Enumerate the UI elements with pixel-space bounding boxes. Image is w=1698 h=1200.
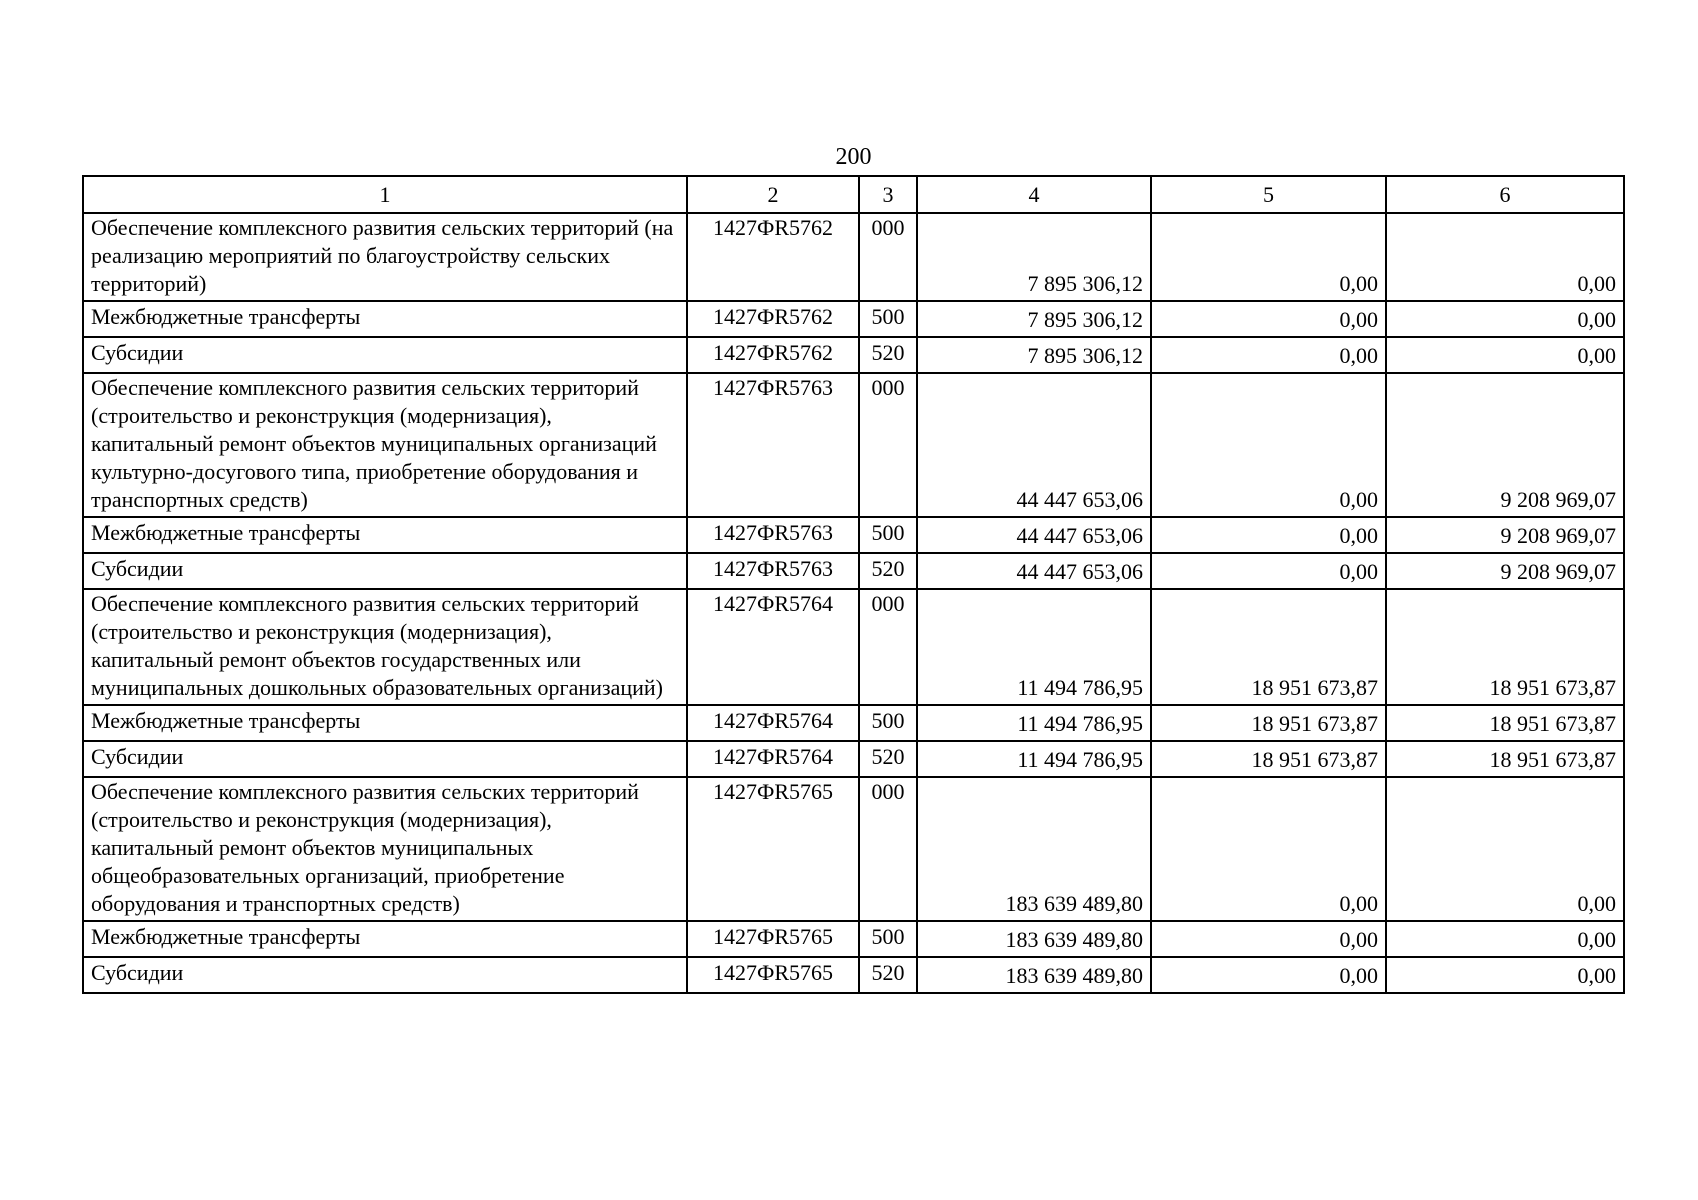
amount-col4-cell: 7 895 306,12 [917,301,1151,337]
expense-kind-cell: 520 [859,741,917,777]
amount-col4-cell: 11 494 786,95 [917,705,1151,741]
target-code-cell: 1427ФR5765 [687,957,859,993]
target-code-cell: 1427ФR5762 [687,213,859,301]
amount-col6-cell: 9 208 969,07 [1386,517,1624,553]
amount-col5-cell: 0,00 [1151,517,1386,553]
amount-col6-cell: 18 951 673,87 [1386,741,1624,777]
row-name-cell: Обеспечение комплексного развития сельских территорий (на реализацию мероприятий по благоустройству сельских территорий) [83,213,687,301]
row-name-cell: Субсидии [83,553,687,589]
amount-col4-cell: 44 447 653,06 [917,373,1151,517]
table-row [83,957,1624,993]
amount-col6-cell: 9 208 969,07 [1386,553,1624,589]
amount-col4-cell: 11 494 786,95 [917,741,1151,777]
amount-col6-cell: 9 208 969,07 [1386,373,1624,517]
page-number: 200 [835,144,872,170]
expense-kind-cell: 520 [859,553,917,589]
amount-col4-cell: 183 639 489,80 [917,777,1151,921]
target-code-cell: 1427ФR5763 [687,553,859,589]
amount-col5-cell: 0,00 [1151,921,1386,957]
amount-col5-cell: 0,00 [1151,957,1386,993]
row-name-cell: Межбюджетные трансферты [83,705,687,741]
expense-kind-cell: 500 [859,301,917,337]
row-name-cell: Субсидии [83,741,687,777]
expense-kind-cell: 500 [859,921,917,957]
amount-col6-cell: 0,00 [1386,337,1624,373]
row-name-cell: Субсидии [83,337,687,373]
amount-col4-cell: 7 895 306,12 [917,213,1151,301]
column-header: 6 [1386,176,1624,213]
amount-col6-cell: 18 951 673,87 [1386,589,1624,705]
amount-col5-cell: 0,00 [1151,301,1386,337]
amount-col5-cell: 0,00 [1151,373,1386,517]
target-code-cell: 1427ФR5762 [687,301,859,337]
amount-col4-cell: 11 494 786,95 [917,589,1151,705]
budget-table [82,175,1625,994]
table-row [83,705,1624,741]
column-header: 4 [917,176,1151,213]
target-code-cell: 1427ФR5764 [687,589,859,705]
row-name-cell: Межбюджетные трансферты [83,921,687,957]
column-header: 2 [687,176,859,213]
amount-col5-cell: 0,00 [1151,553,1386,589]
target-code-cell: 1427ФR5765 [687,777,859,921]
table-row [83,553,1624,589]
target-code-cell: 1427ФR5763 [687,373,859,517]
amount-col5-cell: 18 951 673,87 [1151,741,1386,777]
amount-col6-cell: 0,00 [1386,777,1624,921]
row-name-cell: Субсидии [83,957,687,993]
target-code-cell: 1427ФR5764 [687,741,859,777]
table-row [83,373,1624,517]
amount-col6-cell: 0,00 [1386,301,1624,337]
amount-col5-cell: 18 951 673,87 [1151,589,1386,705]
table-row [83,741,1624,777]
expense-kind-cell: 520 [859,337,917,373]
table-row [83,337,1624,373]
expense-kind-cell: 000 [859,373,917,517]
amount-col4-cell: 7 895 306,12 [917,337,1151,373]
table-row [83,589,1624,705]
amount-col5-cell: 0,00 [1151,337,1386,373]
expense-kind-cell: 000 [859,213,917,301]
target-code-cell: 1427ФR5764 [687,705,859,741]
amount-col6-cell: 0,00 [1386,213,1624,301]
amount-col6-cell: 18 951 673,87 [1386,705,1624,741]
amount-col4-cell: 183 639 489,80 [917,921,1151,957]
table-row [83,301,1624,337]
row-name-cell: Межбюджетные трансферты [83,301,687,337]
expense-kind-cell: 000 [859,589,917,705]
expense-kind-cell: 500 [859,705,917,741]
amount-col6-cell: 0,00 [1386,957,1624,993]
column-header: 3 [859,176,917,213]
header-row [83,176,1624,213]
target-code-cell: 1427ФR5762 [687,337,859,373]
row-name-cell: Обеспечение комплексного развития сельских территорий (строительство и реконструкция (модернизация), капитальный ремонт объектов муниципальных общеобразовательных организаций, приобретение оборудования и транспортных средств) [83,777,687,921]
amount-col4-cell: 44 447 653,06 [917,553,1151,589]
table-row [83,213,1624,301]
amount-col4-cell: 183 639 489,80 [917,957,1151,993]
amount-col5-cell: 0,00 [1151,213,1386,301]
row-name-cell: Обеспечение комплексного развития сельских территорий (строительство и реконструкция (модернизация), капитальный ремонт объектов муниципальных организаций культурно-досугового типа, приобретение оборудования и транспортных средств) [83,373,687,517]
column-header: 1 [83,176,687,213]
table-row [83,777,1624,921]
expense-kind-cell: 500 [859,517,917,553]
table-row [83,517,1624,553]
amount-col5-cell: 0,00 [1151,777,1386,921]
column-header: 5 [1151,176,1386,213]
expense-kind-cell: 520 [859,957,917,993]
amount-col4-cell: 44 447 653,06 [917,517,1151,553]
amount-col5-cell: 18 951 673,87 [1151,705,1386,741]
row-name-cell: Обеспечение комплексного развития сельских территорий (строительство и реконструкция (модернизация), капитальный ремонт объектов государственных или муниципальных дошкольных образовательных организаций) [83,589,687,705]
amount-col6-cell: 0,00 [1386,921,1624,957]
target-code-cell: 1427ФR5765 [687,921,859,957]
target-code-cell: 1427ФR5763 [687,517,859,553]
row-name-cell: Межбюджетные трансферты [83,517,687,553]
expense-kind-cell: 000 [859,777,917,921]
table-row [83,921,1624,957]
